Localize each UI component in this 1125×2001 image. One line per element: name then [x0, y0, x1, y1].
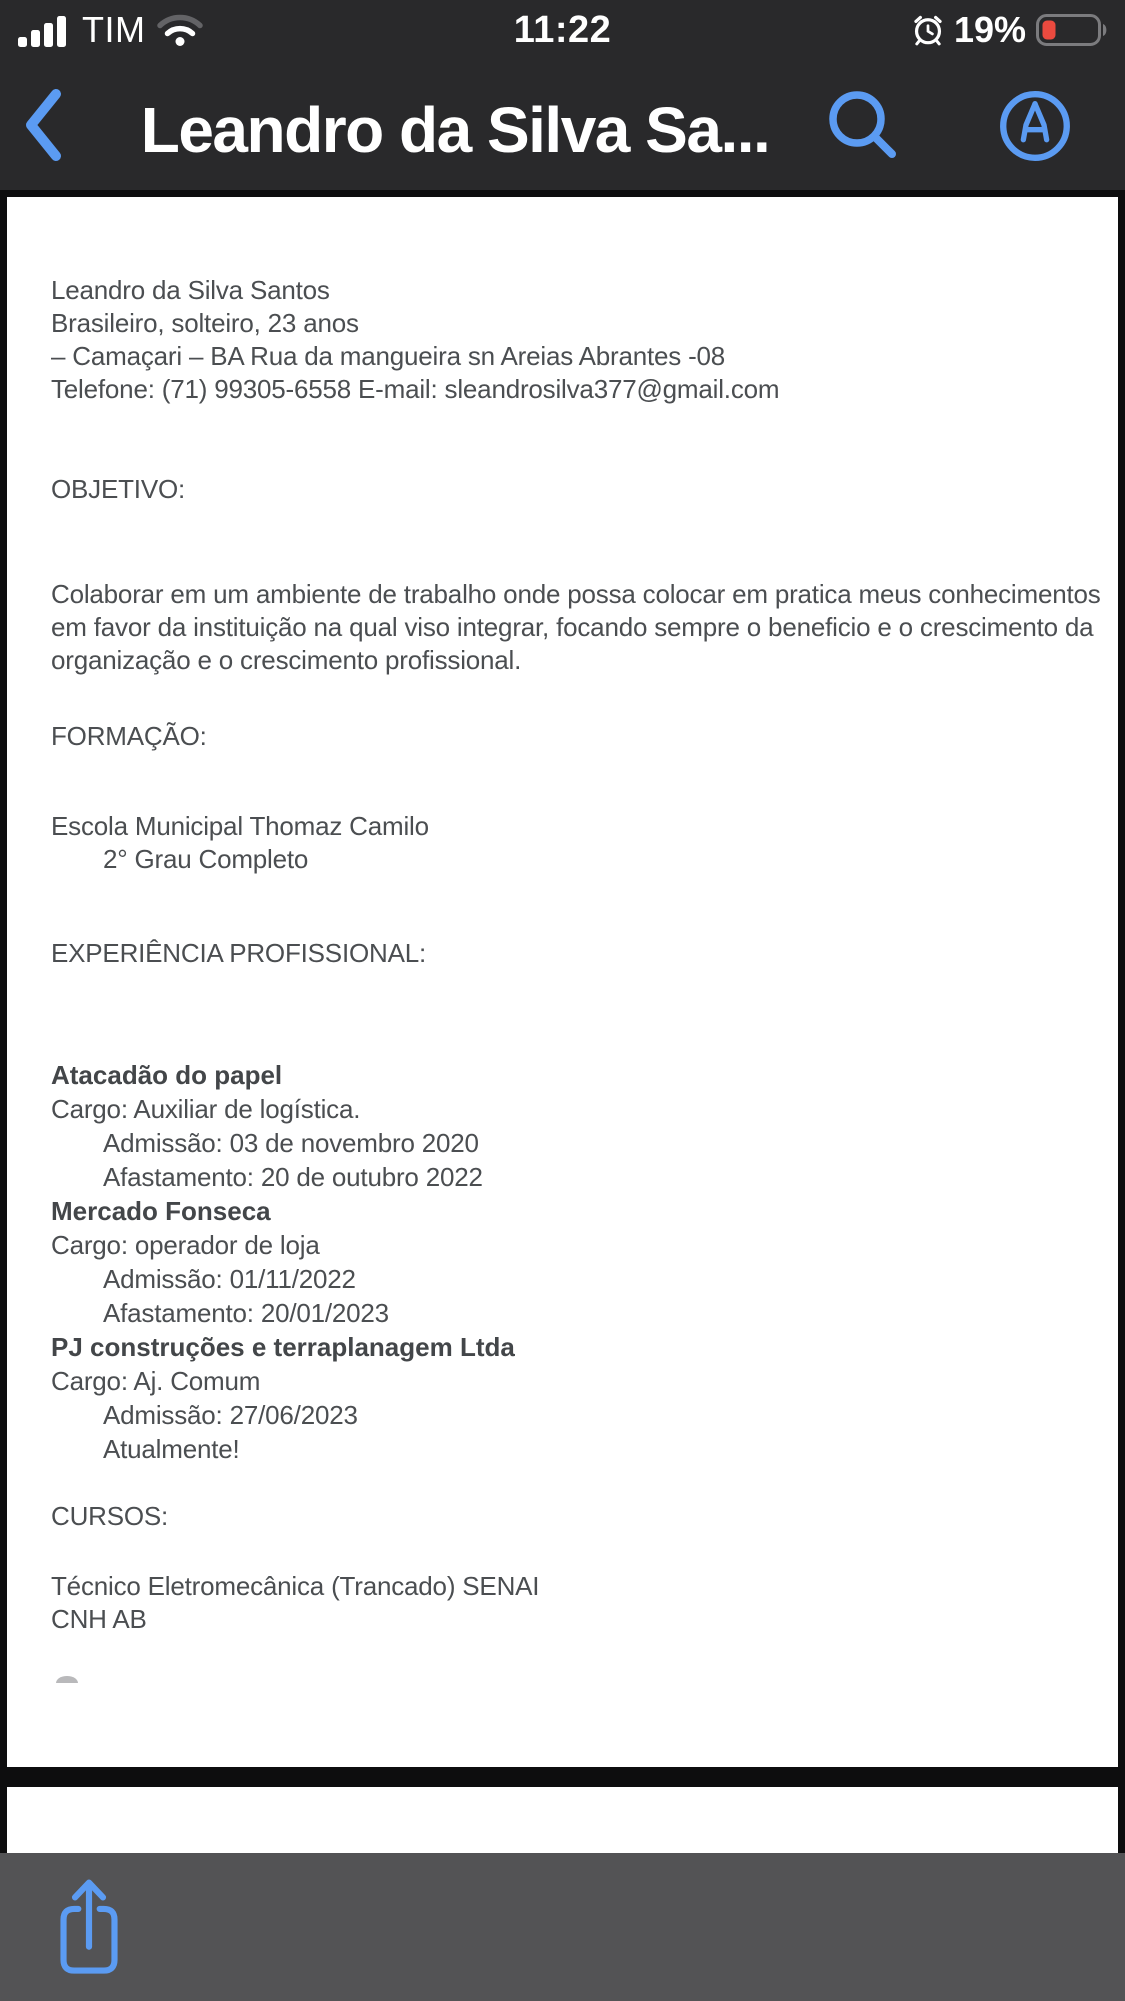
- document-viewer[interactable]: [0, 190, 1125, 2001]
- identity-line: Brasileiro, solteiro, 23 anos: [51, 308, 359, 338]
- alarm-clock-icon: [912, 14, 944, 46]
- section-heading-cursos: CURSOS:: [51, 1501, 169, 1531]
- formacao-school: Escola Municipal Thomaz Camilo: [51, 811, 429, 841]
- job-admission: Admissão: 03 de novembro 2020: [103, 1128, 479, 1158]
- battery-percent-label: 19%: [953, 9, 1026, 50]
- search-icon: [825, 88, 901, 164]
- resume-content: [7, 197, 1118, 1767]
- section-heading-formacao: FORMAÇÃO:: [51, 721, 207, 751]
- document-page-2: [7, 1787, 1118, 1853]
- job-end: Afastamento: 20 de outubro 2022: [103, 1162, 483, 1192]
- identity-line: Telefone: (71) 99305-6558 E-mail: sleandrosilva377@gmail.com: [51, 374, 780, 404]
- pen-markup-icon: [999, 90, 1071, 162]
- status-bar-time: 11:22: [513, 9, 612, 51]
- cutoff-image-fragment: [56, 1676, 78, 1683]
- back-button[interactable]: [22, 82, 78, 168]
- chevron-left-icon: [22, 88, 62, 162]
- formacao-degree: 2° Grau Completo: [103, 844, 309, 874]
- share-button[interactable]: [50, 1871, 128, 1983]
- status-bar-left: [18, 10, 203, 50]
- objective-line: em favor da instituição na qual viso integrar, focando sempre o beneficio e o crescimento da: [51, 612, 1094, 642]
- battery-icon: [1036, 13, 1110, 47]
- identity-line: – Camaçari – BA Rua da mangueira sn Areias Abrantes -08: [51, 341, 726, 371]
- cellular-signal-icon: [18, 13, 70, 47]
- markup-button[interactable]: [997, 88, 1073, 164]
- search-button[interactable]: [825, 88, 901, 164]
- job-role: Cargo: Aj. Comum: [51, 1366, 261, 1396]
- objective-line: organização e o crescimento profissional.: [51, 645, 522, 675]
- section-heading-objetivo: OBJETIVO:: [51, 474, 186, 504]
- header-bar: [0, 0, 1125, 190]
- curso-line: Técnico Eletromecânica (Trancado) SENAI: [51, 1571, 540, 1601]
- wifi-icon: [157, 13, 203, 47]
- job-end: Afastamento: 20/01/2023: [103, 1298, 389, 1328]
- curso-line: CNH AB: [51, 1604, 147, 1634]
- carrier-label: TIM: [82, 9, 146, 50]
- job-company: Mercado Fonseca: [51, 1196, 271, 1226]
- bottom-toolbar: [0, 1853, 1125, 2001]
- job-company: Atacadão do papel: [51, 1060, 283, 1090]
- job-role: Cargo: operador de loja: [51, 1230, 320, 1260]
- job-admission: Admissão: 01/11/2022: [103, 1264, 356, 1294]
- share-icon: [52, 1872, 126, 1982]
- job-end: Atualmente!: [103, 1434, 240, 1464]
- job-role: Cargo: Auxiliar de logística.: [51, 1094, 361, 1124]
- section-heading-experiencia: EXPERIÊNCIA PROFISSIONAL:: [51, 938, 426, 968]
- job-admission: Admissão: 27/06/2023: [103, 1400, 358, 1430]
- document-page-1: [7, 197, 1118, 1767]
- document-title: Leandro da Silva Sa...: [140, 94, 770, 166]
- identity-line: Leandro da Silva Santos: [51, 275, 330, 305]
- objective-line: Colaborar em um ambiente de trabalho onde possa colocar em pratica meus conhecimentos: [51, 579, 1101, 609]
- status-bar-right: [912, 10, 1110, 50]
- job-company: PJ construções e terraplanagem Ltda: [51, 1332, 515, 1362]
